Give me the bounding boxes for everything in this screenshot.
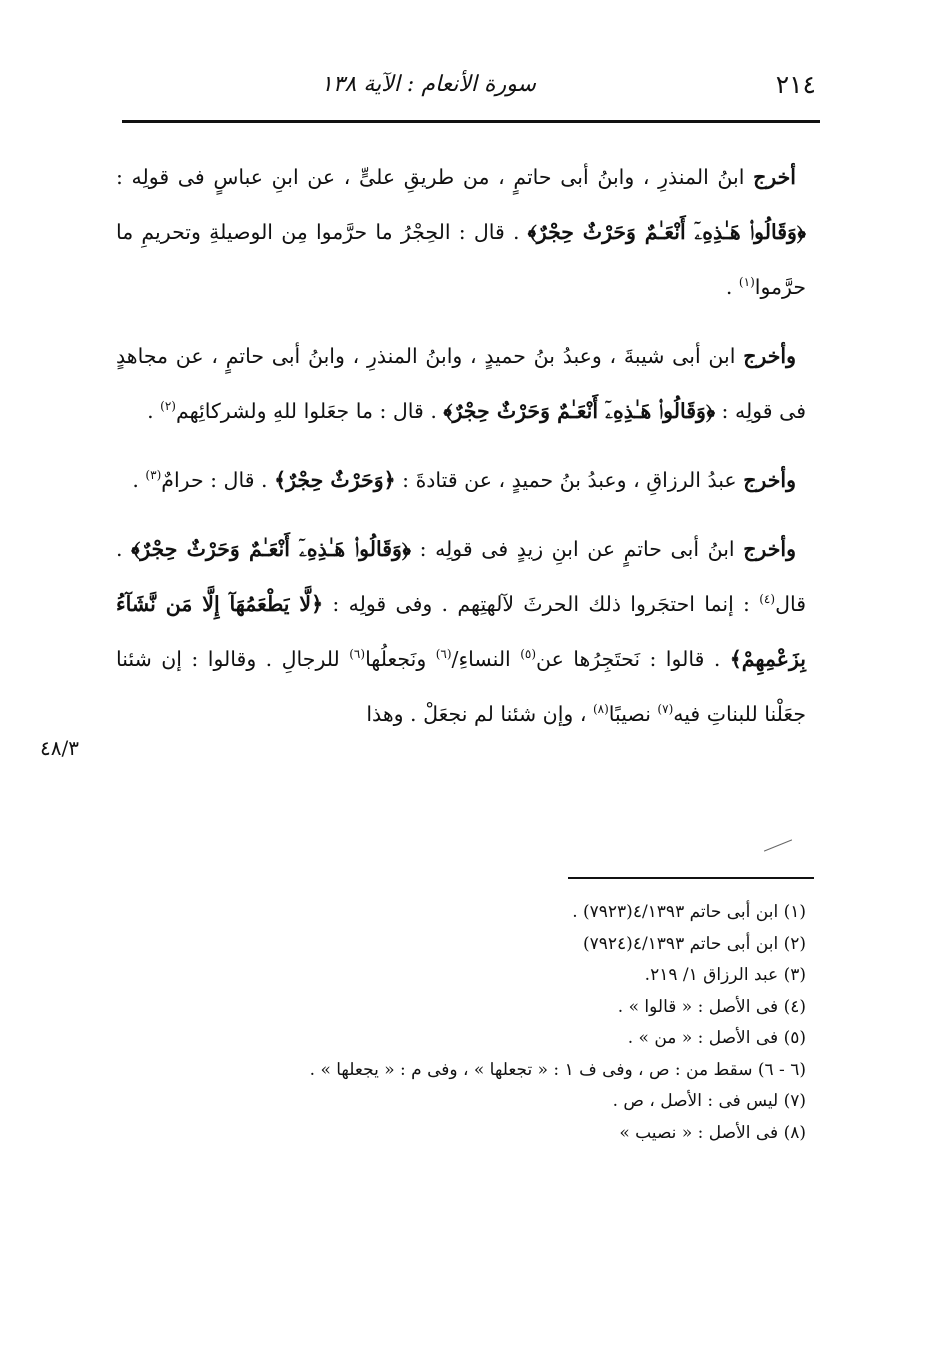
footnote-8: (٨) فى الأصل : « نصيب » [619, 1122, 806, 1143]
text-run: . قال : ما جعَلوا للهِ ولشركائِهم [175, 399, 444, 423]
quran-quote: ﴿وَقَالُوا۟ هَـٰذِهِۦٓ أَنْعَـٰمٌ وَحَرْثٌ حِجْرٌ﴾ [443, 399, 716, 423]
footnote-7: (٧) ليس فى : الأصل ، ص . [612, 1091, 806, 1111]
paragraph-lead: وأخرج [743, 537, 796, 561]
text-run: . [147, 399, 161, 423]
quran-quote: ﴿وَقَالُوا۟ هَـٰذِهِۦٓ أَنْعَـٰمٌ وَحَرْثٌ حِجْرٌ﴾ [131, 537, 411, 561]
footnote-ref: (٥) [520, 647, 537, 662]
quran-quote: ﴿وَحَرْثٌ حِجْرٌ﴾ [274, 468, 396, 492]
text-run: نصيبًا [608, 702, 658, 726]
stray-mark [764, 839, 792, 851]
paragraph-lead: وأخرج [743, 344, 796, 368]
text-run: . قال : حرامٌ [161, 468, 275, 492]
footnote-ref: (٧) [657, 702, 674, 717]
footnote-ref: (٨) [592, 702, 609, 717]
text-run: للرجالِ . وقالوا : إن شئنا جعَلْنا للبناتِ فيه [116, 647, 806, 726]
header-rule [122, 120, 820, 123]
footnote-ref: (٦) [349, 647, 366, 662]
text-run: . قال [116, 537, 807, 616]
footnote-6: (٦ - ٦) سقط من : ص ، وفى ف ١ : « تجعلها » ، وفى م : « يجعلها » . [309, 1059, 806, 1080]
paragraph-2 [116, 329, 806, 439]
paragraph-lead: أخرج [753, 165, 796, 189]
footnote-4: (٤) فى الأصل : « قالوا » . [617, 996, 806, 1017]
footnote-5: (٥) فى الأصل : « من » . [627, 1028, 806, 1048]
running-title: سورة الأنعام : الآية ١٣٨ [320, 72, 536, 97]
text-run: النساءِ/ [451, 647, 521, 671]
footnote-ref: (٤) [759, 592, 776, 607]
page-header [122, 68, 816, 112]
footnote-2: (٢) ابن أبى حاتم ٤/١٣٩٣(٧٩٢٤) [583, 933, 806, 954]
footnote-1: (١) ابن أبى حاتم ٤/١٣٩٣(٧٩٢٣) . [572, 902, 806, 922]
text-run: . قال : الحِجْرُ ما حرَّموا مِن الوصيلةِ وتحريمِ ما حرَّموا [116, 220, 806, 299]
text-run: عبدُ الرزاقِ ، وعبدُ بنُ حميدٍ ، عن قتادةَ : [395, 468, 744, 492]
text-run: . [725, 275, 739, 299]
footnote-ref: (٣) [145, 468, 162, 483]
margin-note: ٤٨/٣ [40, 736, 79, 760]
footnote-ref: (٦) [435, 647, 452, 662]
text-run: : إنما احتجَروا ذلك الحرثَ لآلهتِهم . وفى قولِه : [323, 592, 760, 616]
text-run: ابنُ المنذرِ ، وابنُ أبى حاتمٍ ، من طريقِ علىٍّ ، عن ابنِ عباسٍ فى قولِه : [116, 165, 754, 189]
footnote-ref: (١) [738, 275, 755, 290]
paragraph-4 [116, 522, 806, 742]
page-number: ٢١٤ [775, 70, 816, 99]
text-run: ابن أبى شيبةَ ، وعبدُ بنُ حميدٍ ، وابنُ المنذرِ ، وابنُ أبى حاتمٍ ، عن مجاهدٍ فى قولِه : [116, 344, 806, 423]
footnote-3: (٣) عبد الرزاق ١/ ٢١٩. [644, 965, 806, 985]
quran-quote: ﴿وَقَالُوا۟ هَـٰذِهِۦٓ أَنْعَـٰمٌ وَحَرْثٌ حِجْرٌ﴾ [527, 220, 806, 244]
text-run: ونَجعلُها [365, 647, 436, 671]
paragraph-3 [116, 453, 806, 508]
footnote-ref: (٢) [160, 399, 176, 414]
paragraph-1 [116, 150, 806, 315]
text-run: . [132, 468, 146, 492]
main-text [116, 150, 806, 756]
text-run: ، وإن شئنا لم نجعَلْ . وهذا [366, 702, 593, 726]
quran-quote: ﴿لَّا يَطْعَمُهَآ إِلَّا مَن نَّشَآءُ بِزَعْمِهِمْ﴾ [116, 592, 806, 671]
footnotes [206, 897, 806, 1149]
footnote-rule [568, 877, 814, 879]
paragraph-lead: وأخرج [743, 468, 796, 492]
text-run: ابنُ أبى حاتمٍ عن ابنِ زيدٍ فى قولِه : [411, 537, 744, 561]
text-run: . قالوا : نَحتَجِرُها عن [536, 647, 730, 671]
